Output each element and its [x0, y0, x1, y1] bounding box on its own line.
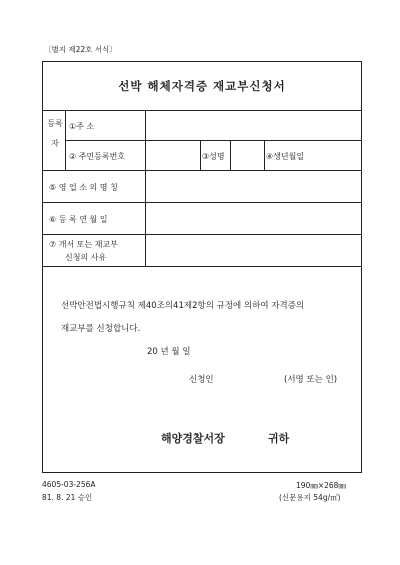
paper-spec: (신문용지 54g/㎡) [279, 493, 341, 502]
address-label: ①주 소 [69, 122, 95, 131]
title-row [43, 62, 361, 111]
divider [145, 110, 146, 266]
paper-size: 190㎜×268㎜ [296, 481, 346, 490]
business-name-label: ⑤ 영 업 소 의 명 칭 [49, 183, 118, 192]
registration-date-label: ⑥ 등 록 연 월 일 [49, 215, 108, 224]
date-line: 20 년 월 일 [147, 347, 191, 357]
approval-date: 81. 8. 21 승인 [42, 493, 93, 502]
reason-label-line2: 신청의 사유 [65, 253, 107, 262]
divider [65, 140, 361, 141]
name-label: ③성명 [202, 152, 225, 161]
applicant-sign-label: 신청인 [189, 375, 214, 385]
spacer [66, 111, 145, 112]
addressee: 해양경찰서장 [161, 432, 225, 445]
birth-date-label: ④생년월일 [266, 152, 305, 161]
addressee-suffix: 귀하 [268, 432, 290, 445]
divider [43, 234, 361, 235]
signature-note: (서명 또는 인) [284, 375, 338, 385]
divider [43, 202, 361, 203]
application-form [42, 61, 362, 473]
divider [200, 140, 201, 170]
statement-line2: 재교부를 신청합니다. [61, 324, 141, 334]
applicant-section-label: 등록자 [47, 119, 63, 148]
divider [65, 110, 66, 170]
divider [43, 266, 361, 267]
divider [43, 170, 361, 171]
form-code: 4605-03-256A [42, 480, 96, 489]
statement-line1: 선박안전법시행규칙 제40조의41제2항의 규정에 의하여 자격증의 [61, 301, 305, 311]
divider [230, 140, 231, 170]
divider [264, 140, 265, 170]
form-reference: 〔별지 제22호 서식〕 [44, 45, 117, 54]
resident-number-label: ② 주민등록번호 [69, 152, 126, 161]
reason-label-line1: ⑦ 개서 또는 재교부 [49, 240, 118, 249]
form-title: 선박 해체자격증 재교부신청서 [118, 79, 286, 93]
